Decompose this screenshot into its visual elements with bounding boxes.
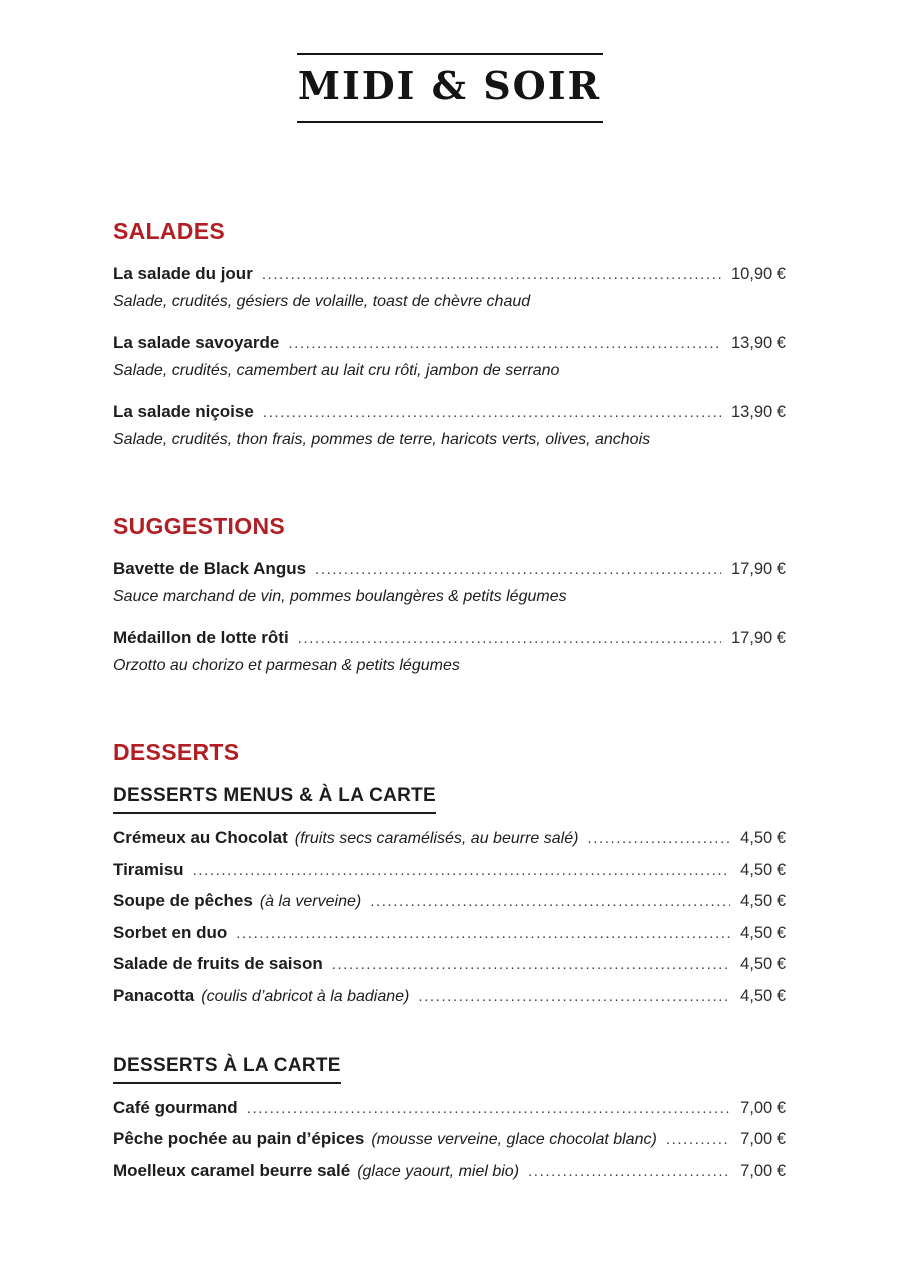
item-price: 4,50 €: [740, 923, 786, 942]
item-note: (coulis d’abricot à la badiane): [201, 987, 410, 1005]
dotted-leader: [418, 986, 730, 1008]
dotted-leader: [587, 828, 730, 850]
item-note: (glace yaourt, miel bio): [357, 1162, 520, 1180]
item-name: Soupe de pêches: [113, 891, 253, 910]
item-row: [113, 890, 786, 913]
item-name: La salade savoyarde: [113, 333, 280, 352]
item-description: Salade, crudités, camembert au lait cru rôti, jambon de serrano: [113, 362, 560, 379]
item-name: La salade du jour: [113, 264, 253, 283]
menu-item: [113, 627, 786, 676]
menu-title: MIDI & SOIR: [297, 63, 602, 108]
item-name: Pêche pochée au pain d’épices: [113, 1129, 365, 1148]
item-row: [113, 558, 786, 580]
section-desserts: [113, 738, 786, 1183]
dotted-leader: [193, 860, 731, 882]
dotted-leader: [315, 561, 721, 579]
item-description: Salade, crudités, gésiers de volaille, toast de chèvre chaud: [113, 293, 531, 310]
dotted-leader: [247, 1098, 730, 1120]
menu-item: [113, 922, 786, 945]
item-price: 4,50 €: [740, 892, 786, 910]
menu-item: [113, 1097, 786, 1120]
menu-item: [113, 827, 786, 850]
menu-item: [113, 1160, 786, 1183]
dotted-leader: [263, 404, 721, 422]
subsection-heading: DESSERTS MENUS & À LA CARTE: [113, 784, 436, 814]
item-name: Crémeux au Chocolat: [113, 828, 288, 847]
section-salades: [113, 217, 786, 450]
dotted-leader: [262, 266, 721, 284]
dotted-leader: [236, 923, 730, 945]
item-description: Salade, crudités, thon frais, pommes de terre, haricots verts, olives, anchois: [113, 431, 651, 448]
dotted-leader: [332, 954, 730, 976]
item-row: [113, 1160, 786, 1183]
title-block: [297, 53, 603, 123]
item-note: (fruits secs caramélisés, au beurre salé): [294, 830, 579, 847]
item-name: Médaillon de lotte rôti: [113, 628, 289, 647]
menu-item: [113, 953, 786, 976]
item-name: Tiramisu: [113, 859, 184, 879]
item-price: 7,00 €: [740, 1098, 786, 1117]
menu-item: [113, 985, 786, 1008]
item-name: Salade de fruits de saison: [113, 954, 323, 973]
dotted-leader: [666, 1129, 730, 1151]
section-suggestions: [113, 512, 786, 676]
menu-item: [113, 859, 786, 882]
item-row: [113, 627, 786, 649]
item-row: [113, 332, 786, 354]
item-price: 7,00 €: [740, 1161, 786, 1180]
item-name: Moelleux caramel beurre salé: [113, 1160, 351, 1180]
item-name: Panacotta: [113, 985, 195, 1005]
item-name: Café gourmand: [113, 1097, 238, 1117]
section-heading-desserts: DESSERTS: [113, 739, 240, 765]
item-price: 13,90 €: [730, 334, 786, 352]
menu-item: [113, 890, 786, 913]
item-price: 10,90 €: [730, 265, 786, 283]
item-price: 13,90 €: [730, 403, 786, 421]
dotted-leader: [528, 1161, 730, 1183]
item-name: Bavette de Black Angus: [113, 559, 307, 578]
item-price: 4,50 €: [740, 986, 786, 1005]
item-row: [113, 953, 786, 976]
section-heading-suggestions: SUGGESTIONS: [113, 513, 285, 539]
item-price: 4,50 €: [740, 955, 786, 973]
subsection-heading: DESSERTS À LA CARTE: [113, 1054, 341, 1084]
item-note: (à la verveine): [259, 893, 362, 910]
item-row: [113, 859, 786, 882]
dotted-leader: [370, 891, 730, 913]
item-price: 7,00 €: [740, 1130, 786, 1148]
dotted-leader: [298, 630, 721, 648]
item-row: [113, 401, 786, 423]
dotted-leader: [288, 335, 721, 353]
item-price: 17,90 €: [730, 629, 786, 647]
item-name: Sorbet en duo: [113, 922, 228, 942]
item-name: La salade niçoise: [113, 402, 254, 421]
item-note: (mousse verveine, glace chocolat blanc): [371, 1131, 657, 1148]
section-heading-salades: SALADES: [113, 218, 226, 244]
item-row: [113, 1097, 786, 1120]
item-price: 4,50 €: [740, 829, 786, 847]
item-row: [113, 985, 786, 1008]
menu-item: [113, 332, 786, 381]
subsection-desserts-menus: [113, 784, 786, 1008]
item-description: Sauce marchand de vin, pommes boulangères & petits légumes: [113, 588, 567, 605]
item-row: [113, 922, 786, 945]
menu-item: [113, 401, 786, 450]
item-row: [113, 827, 786, 850]
menu-item: [113, 263, 786, 312]
item-price: 4,50 €: [740, 860, 786, 879]
item-description: Orzotto au chorizo et parmesan & petits légumes: [113, 657, 460, 674]
item-row: [113, 1128, 786, 1151]
item-row: [113, 263, 786, 285]
item-price: 17,90 €: [730, 560, 786, 578]
subsection-desserts-carte: [113, 1054, 786, 1183]
menu-item: [113, 1128, 786, 1151]
menu-item: [113, 558, 786, 607]
